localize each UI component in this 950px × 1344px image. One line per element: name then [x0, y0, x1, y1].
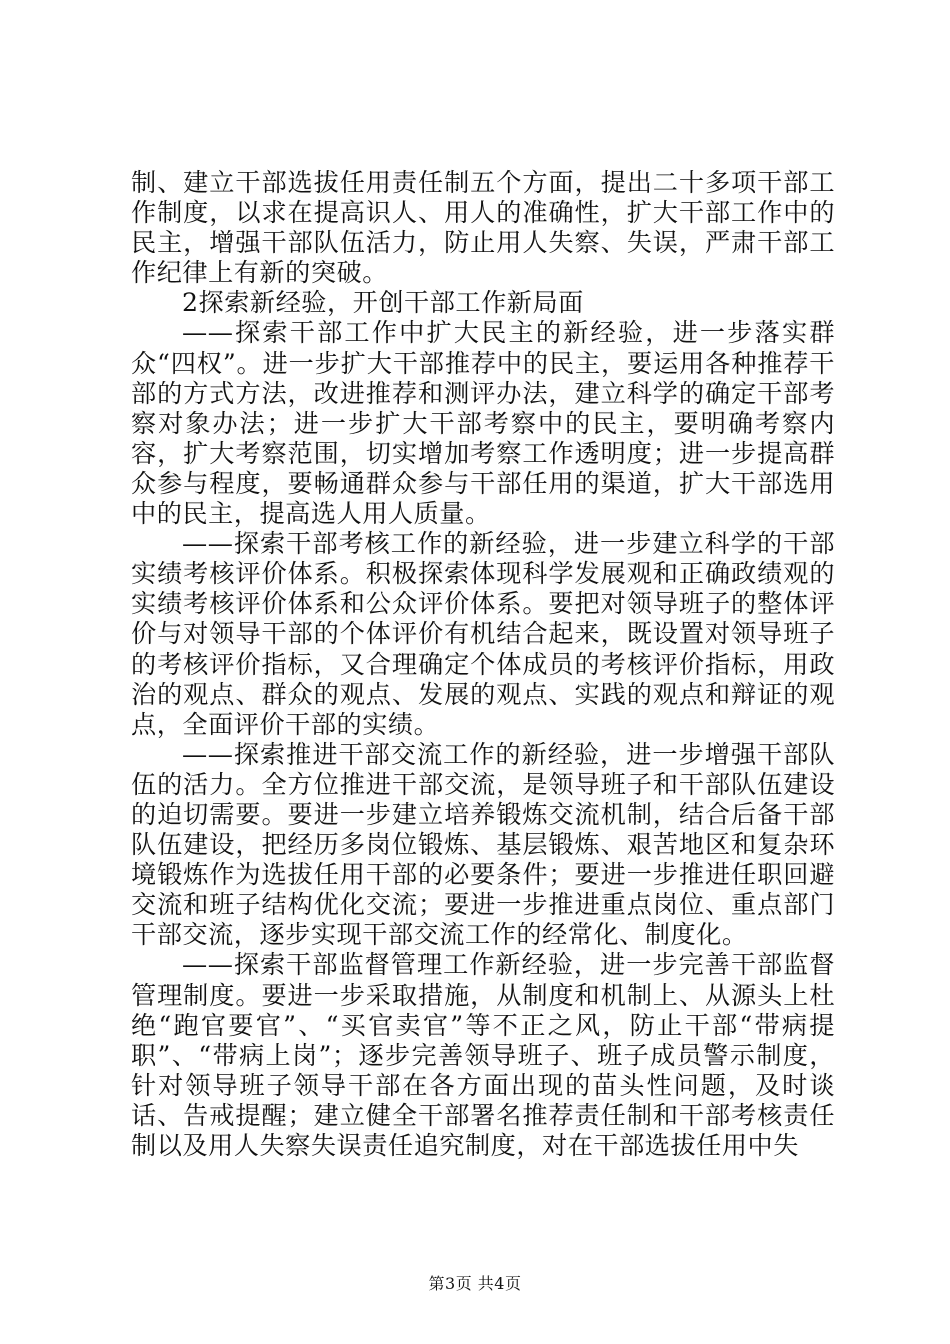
paragraph-supervision: ——探索干部监督管理工作新经验，进一步完善干部监督管理制度。要进一步采取措施，从制度和机制上、从源头上杜绝“跑官要官”、“买官卖官”等不正之风，防止干部“带病提职”、“带病上岗”；逐步完善领导班子、班子成员警示制度，针对领导班子领导干部在各方面出现的苗头性问题，及时谈话、告戒提醒；建立健全干部署名推荐责任制和干部考核责任制以及用人失察失误责任追究制度，对在干部选拔任用中失: [131, 950, 835, 1160]
paragraph-exchange: ——探索推进干部交流工作的新经验，进一步增强干部队伍的活力。全方位推进干部交流，是领导班子和干部队伍建设的迫切需要。要进一步建立培养锻炼交流机制，结合后备干部队伍建设，把经历多岗位锻炼、基层锻炼、艰苦地区和复杂环境锻炼作为选拔任用干部的必要条件；要进一步推进任职回避交流和班子结构优化交流；要进一步推进重点岗位、重点部门干部交流，逐步实现干部交流工作的经常化、制度化。: [131, 739, 835, 950]
section-heading: 2探索新经验，开创干部工作新局面: [182, 288, 584, 318]
paragraph-assessment: ——探索干部考核工作的新经验，进一步建立科学的干部实绩考核评价体系。积极探索体现科学发展观和正确政绩观的实绩考核评价体系和公众评价体系。要把对领导班子的整体评价与对领导干部的个体评价有机结合起来，既设置对领导班子的考核评价指标，又合理确定个体成员的考核评价指标，用政治的观点、群众的观点、发展的观点、实践的观点和辩证的观点，全面评价干部的实绩。: [131, 529, 835, 739]
page-footer: 第3页 共4页: [428, 1274, 522, 1293]
paragraph-democracy: ——探索干部工作中扩大民主的新经验，进一步落实群众“四权”。进一步扩大干部推荐中的民主，要运用各种推荐干部的方式方法，改进推荐和测评办法，建立科学的确定干部考察对象办法；进一步扩大干部考察中的民主，要明确考察内容，扩大考察范围，切实增加考察工作透明度；进一步提高群众参与程度，要畅通群众参与干部任用的渠道，扩大干部选用中的民主，提高选人用人质量。: [131, 318, 835, 529]
paragraph-continuation: 制、建立干部选拔任用责任制五个方面，提出二十多项干部工作制度，以求在提高识人、用人的准确性，扩大干部工作中的民主，增强干部队伍活力，防止用人失察、失误，严肃干部工作纪律上有新的突破。: [131, 168, 835, 288]
body-text: [131, 168, 835, 1161]
